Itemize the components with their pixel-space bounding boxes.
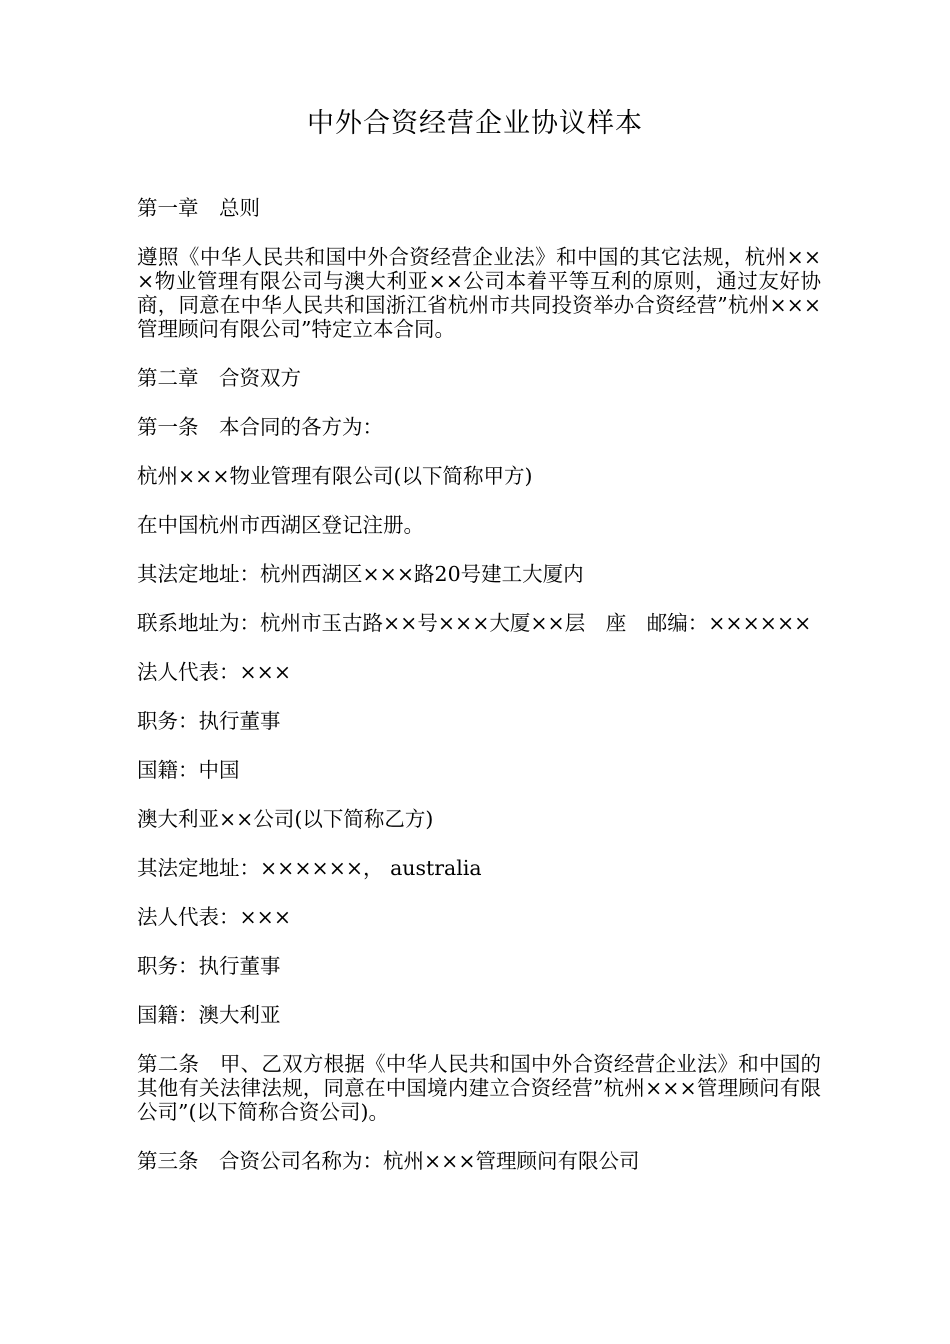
article-paragraph: 第一条 本合同的各方为：: [137, 415, 383, 439]
chapter-heading: 第二章 合资双方: [137, 366, 301, 390]
party-a-position: 职务：执行董事: [137, 709, 281, 733]
document-title: 中外合资经营企业协议样本: [307, 108, 643, 139]
article-paragraph: 第三条 合资公司名称为：杭州×××管理顾问有限公司: [137, 1149, 640, 1173]
party-a-nationality: 国籍：中国: [137, 758, 240, 782]
party-b-legal-representative: 法人代表：×××: [137, 905, 292, 929]
party-b-position: 职务：执行董事: [137, 954, 281, 978]
party-a-legal-address: 其法定地址：杭州西湖区×××路20号建工大厦内: [137, 562, 584, 586]
party-a-registration: 在中国杭州市西湖区登记注册。: [137, 513, 424, 537]
party-b-nationality: 国籍：澳大利亚: [137, 1003, 281, 1027]
document-body: [137, 196, 821, 1198]
party-b-name: 澳大利亚××公司(以下简称乙方): [137, 807, 434, 831]
article-paragraph: 第二条 甲、乙双方根据《中华人民共和国中外合资经营企业法》和中国的其他有关法律法规，同意在中国境内建立合资经营”杭州×××管理顾问有限公司”(以下简称合资公司)。: [137, 1052, 821, 1124]
preamble-paragraph: 遵照《中华人民共和国中外合资经营企业法》和中国的其它法规，杭州×××物业管理有限公司与澳大利亚××公司本着平等互利的原则，通过友好协商，同意在中华人民共和国浙江省杭州市共同投资举办合资经营”杭州×××管理顾问有限公司”特定立本合同。: [137, 245, 821, 341]
party-a-legal-representative: 法人代表：×××: [137, 660, 292, 684]
party-b-legal-address: 其法定地址：××××××， australia: [137, 856, 482, 880]
party-a-contact-address: 联系地址为：杭州市玉古路××号×××大厦××层 座 邮编：××××××: [137, 611, 812, 635]
party-a-name: 杭州×××物业管理有限公司(以下简称甲方): [137, 464, 533, 488]
chapter-heading: 第一章 总则: [137, 196, 260, 220]
